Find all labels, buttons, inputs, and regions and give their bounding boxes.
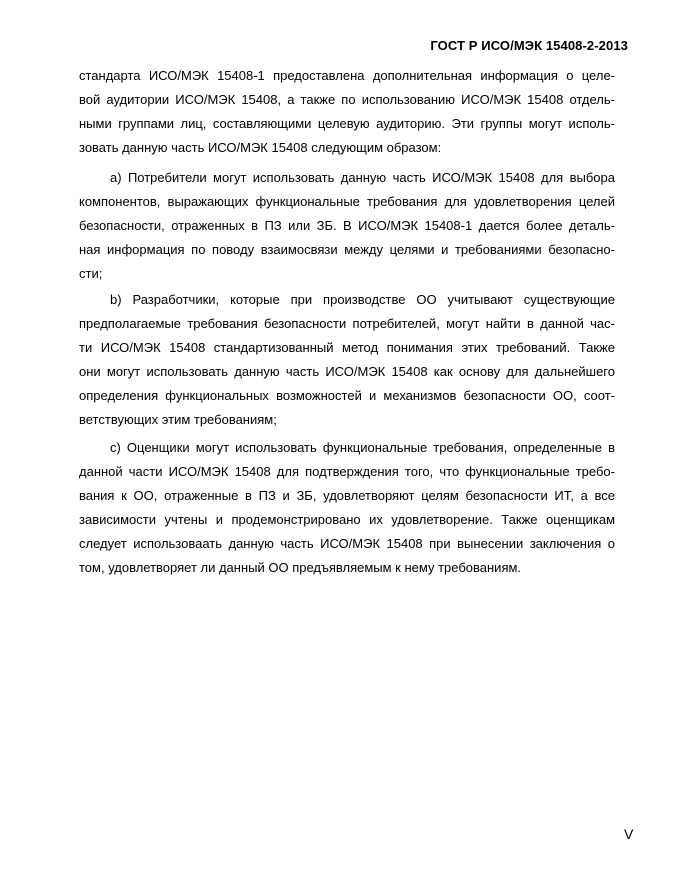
document-code-header: ГОСТ Р ИСО/МЭК 15408-2-2013 bbox=[430, 38, 628, 53]
list-item-a-line: а) Потребители могут использовать данную часть ИСО/МЭК 15408 для выбора bbox=[110, 170, 615, 185]
text-line: том, удовлетворяет ли данный ОО предъявляемым к нему требованиям. bbox=[79, 560, 522, 575]
text-line: следует использоваать данную часть ИСО/МЭК 15408 при вынесении заключения о bbox=[79, 536, 615, 551]
text-line: вания к ОО, отраженные в ПЗ и ЗБ, удовлетворяют целям безопасности ИТ, а все bbox=[79, 488, 615, 503]
text-line: компонентов, выражающих функциональные требования для удовлетворения целей bbox=[79, 194, 615, 209]
text-line: определения функциональных возможностей и механизмов безопасности ОО, соот- bbox=[79, 388, 615, 403]
text-line: данной части ИСО/МЭК 15408 для подтверждения того, что функциональные требо- bbox=[79, 464, 615, 479]
text-line: безопасности, отраженных в ПЗ или ЗБ. В ИСО/МЭК 15408-1 дается более деталь- bbox=[79, 218, 615, 233]
text-line: зависимости учтены и продемонстрировано их удовлетворение. Также оценщикам bbox=[79, 512, 615, 527]
list-item-b-line: b) Разработчики, которые при производстве ОО учитывают существующие bbox=[110, 292, 615, 307]
list-item-c-line: с) Оценщики могут использовать функциональные требования, определенные в bbox=[110, 440, 615, 455]
text-line: вой аудитории ИСО/МЭК 15408, а также по использованию ИСО/МЭК 15408 отдель- bbox=[79, 92, 615, 107]
text-line: сти; bbox=[79, 266, 103, 281]
text-line: стандарта ИСО/МЭК 15408-1 предоставлена дополнительная информация о целе- bbox=[79, 68, 615, 83]
text-line: предполагаемые требования безопасности потребителей, могут найти в данной час- bbox=[79, 316, 615, 331]
text-line: ти ИСО/МЭК 15408 стандартизованный метод понимания этих требований. Также bbox=[79, 340, 615, 355]
text-line: ными группами лиц, составляющими целевую аудиторию. Эти группы могут исполь- bbox=[79, 116, 615, 131]
text-line: ная информация по поводу взаимосвязи между целями и требованиями безопасно- bbox=[79, 242, 615, 257]
text-line: ветствующих этим требованиям; bbox=[79, 412, 277, 427]
page-number: V bbox=[624, 826, 634, 842]
text-line: зовать данную часть ИСО/МЭК 15408 следующим образом: bbox=[79, 140, 442, 155]
text-line: они могут использовать данную часть ИСО/МЭК 15408 как основу для дальнейшего bbox=[79, 364, 615, 379]
